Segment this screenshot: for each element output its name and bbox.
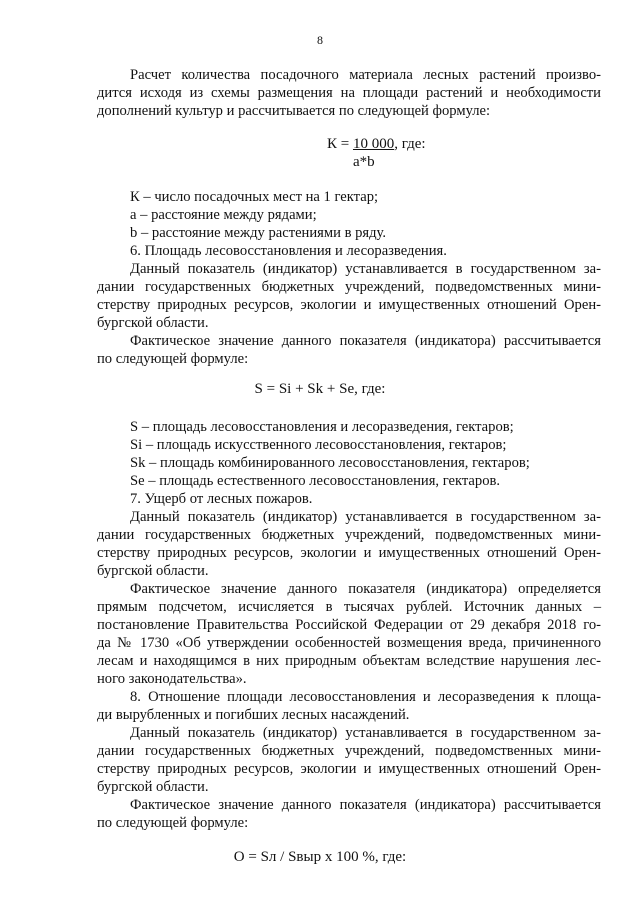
paragraph-line: бургской области. <box>97 315 209 331</box>
formula-k-lhs: К = <box>327 136 353 152</box>
paragraph-line: Данный показатель (индикатор) устанавливается в государственном за- <box>130 261 601 277</box>
paragraph-line: дании государственных бюджетных учреждений, подведомственных мини- <box>97 279 601 295</box>
section-heading: ди вырубленных и погибших лесных насаждений. <box>97 707 410 723</box>
definition-line: S – площадь лесовосстановления и лесоразведения, гектаров; <box>130 419 514 435</box>
formula-o: O = Sл / Sвыр х 100 %, где: <box>233 849 407 865</box>
formula-k-numerator: 10 000 <box>352 136 395 152</box>
paragraph-line: Фактическое значение данного показателя (индикатора) рассчитывается <box>130 333 601 349</box>
paragraph-line: лесам и находящимся в них природным объектам вследствие нарушения лес- <box>97 653 601 669</box>
formula-s: S = Si + Sk + Se, где: <box>254 381 386 397</box>
paragraph-line: Фактическое значение данного показателя (индикатора) рассчитывается <box>130 797 601 813</box>
formula-k-denominator: a*b <box>353 154 375 170</box>
section-heading: 6. Площадь лесовосстановления и лесоразведения. <box>130 243 447 259</box>
definition-line: К – число посадочных мест на 1 гектар; <box>130 189 379 205</box>
paragraph-line: да № 1730 «Об утверждении особенностей возмещения вреда, причиненного <box>97 635 601 651</box>
paragraph-line: дании государственных бюджетных учреждений, подведомственных мини- <box>97 743 601 759</box>
paragraph-line: Расчет количества посадочного материала лесных растений произво- <box>130 67 601 83</box>
paragraph-line: ного законодательства». <box>97 671 247 687</box>
paragraph-line: прямым подсчетом, исчисляется в тысячах рублей. Источник данных – <box>97 599 601 615</box>
paragraph-line: постановление Правительства Российской Федерации от 29 декабря 2018 го- <box>97 617 601 633</box>
definition-line: Si – площадь искусственного лесовосстановления, гектаров; <box>130 437 507 453</box>
paragraph-line: Данный показатель (индикатор) устанавливается в государственном за- <box>130 725 601 741</box>
paragraph-line: стерству природных ресурсов, экологии и имущественных отношений Орен- <box>97 545 601 561</box>
paragraph-line: дится исходя из схемы размещения на площади растений и необходимости <box>97 85 601 101</box>
paragraph-line: Фактическое значение данного показателя (индикатора) определяется <box>130 581 601 597</box>
paragraph-line: стерству природных ресурсов, экологии и имущественных отношений Орен- <box>97 761 601 777</box>
paragraph-line: по следующей формуле: <box>97 815 249 831</box>
paragraph-line: дании государственных бюджетных учреждений, подведомственных мини- <box>97 527 601 543</box>
section-heading: 7. Ущерб от лесных пожаров. <box>130 491 313 507</box>
definition-line: b – расстояние между растениями в ряду. <box>130 225 387 241</box>
paragraph-line: бургской области. <box>97 563 209 579</box>
definition-line: а – расстояние между рядами; <box>130 207 317 223</box>
page-number: 8 <box>317 33 323 47</box>
paragraph-line: Данный показатель (индикатор) устанавливается в государственном за- <box>130 509 601 525</box>
paragraph-line: стерству природных ресурсов, экологии и имущественных отношений Орен- <box>97 297 601 313</box>
definition-line: Se – площадь естественного лесовосстановления, гектаров. <box>130 473 501 489</box>
paragraph-line: дополнений культур и рассчитывается по следующей формуле: <box>97 103 491 119</box>
section-heading: 8. Отношение площади лесовосстановления и лесоразведения к площа- <box>130 689 601 705</box>
formula-k-suffix: , где: <box>394 136 426 152</box>
paragraph-line: бургской области. <box>97 779 209 795</box>
definition-line: Sk – площадь комбинированного лесовосстановления, гектаров; <box>130 455 530 471</box>
paragraph-line: по следующей формуле: <box>97 351 249 367</box>
